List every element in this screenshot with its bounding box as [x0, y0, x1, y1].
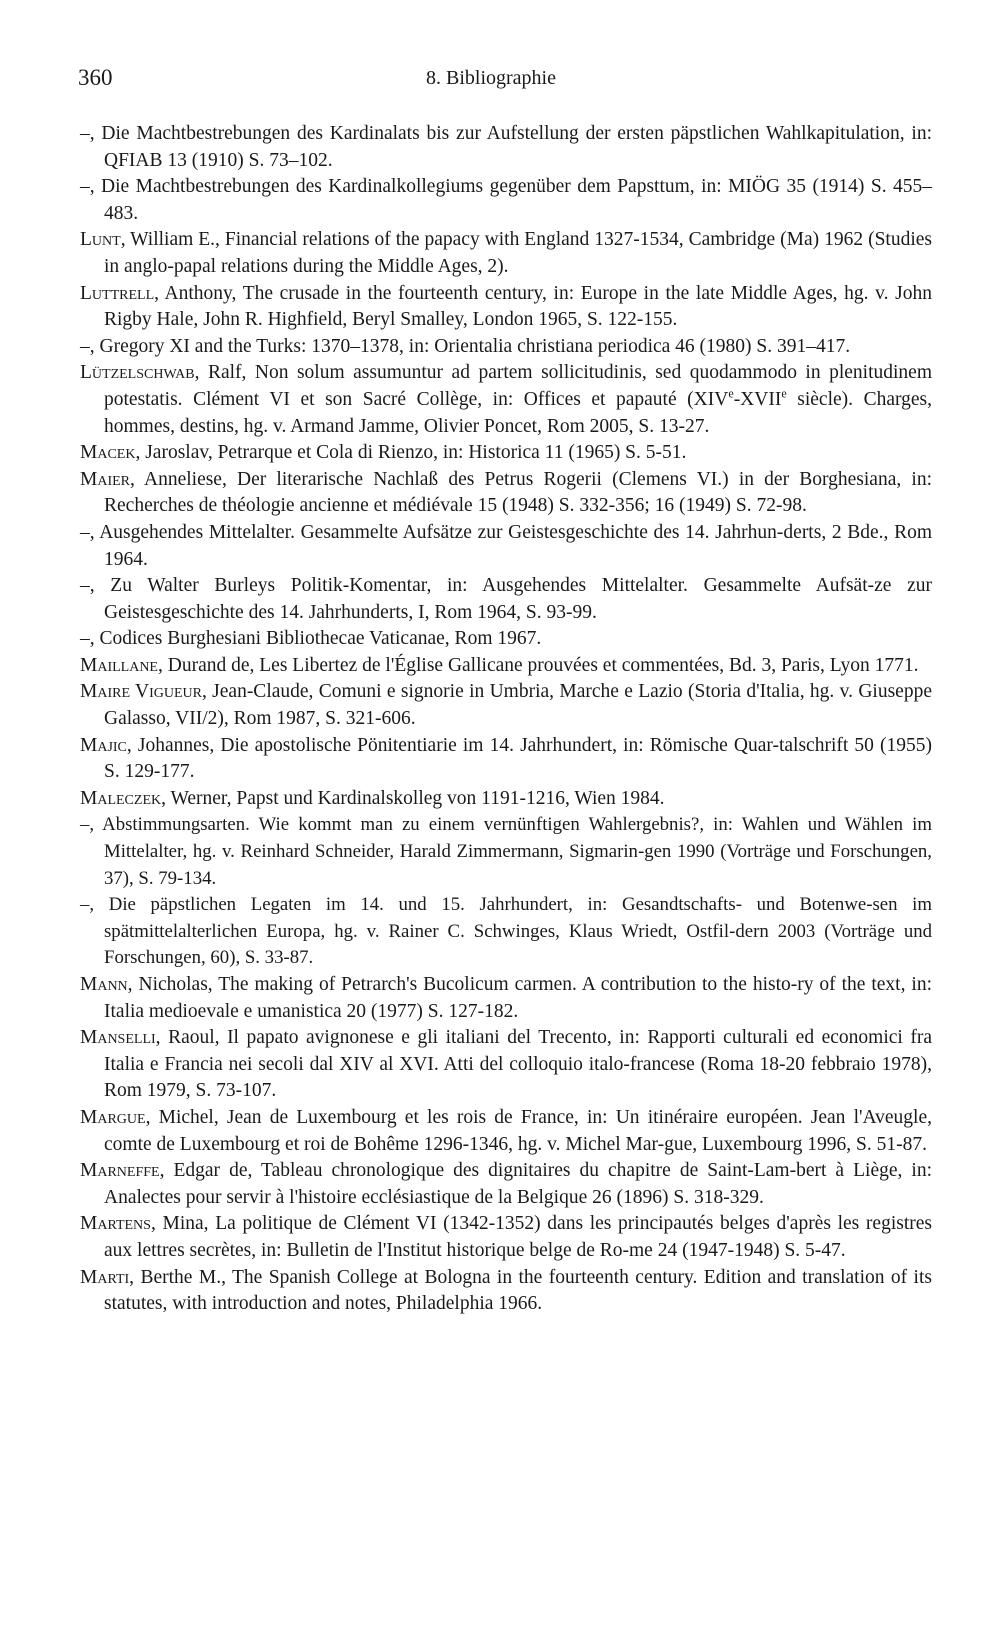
- entry-author: –: [80, 176, 90, 198]
- bibliography-entry: [80, 174, 932, 227]
- bibliography-entry: [80, 281, 932, 334]
- bibliography-entry: [80, 573, 932, 626]
- entry-text: , Jean-Claude, Comuni e signorie in Umbria, Marche e Lazio (Storia d'Italia, hg. v. Giuseppe Galasso, VII/2), Rom 1987, S. 321-606.: [104, 681, 932, 730]
- entry-author: Martens: [80, 1213, 151, 1235]
- entry-author: Lunt: [80, 229, 121, 251]
- entry-text: , Ralf, Non solum assumuntur ad partem sollicitudinis, sed quodammodo in plenitudinem potestatis. Clément VI et son Sacré Collège, in: Offices et papauté (XIV: [104, 362, 932, 410]
- entry-text: , Johannes, Die apostolische Pönitentiarie im 14. Jahrhundert, in: Römische Quar-talschrift 50 (1955) S. 129-177.: [104, 734, 932, 783]
- bibliography-entry: [80, 1158, 932, 1211]
- entry-text: -XVII: [733, 388, 782, 410]
- entry-text: , Die Machtbestrebungen des Kardinalkollegiums gegenüber dem Papsttum, in: MIÖG 35 (1914) S. 455–483.: [89, 176, 932, 224]
- bibliography-entry: [80, 1211, 932, 1264]
- entry-author: Maillane: [80, 654, 158, 676]
- running-head: 8. Bibliographie: [426, 67, 556, 89]
- bibliography-entry: [80, 520, 932, 573]
- entry-author: Macek: [80, 442, 136, 464]
- bibliography-entry: [80, 653, 932, 680]
- entry-text: , Mina, La politique de Clément VI (1342-1352) dans les principautés belges d'après les registres aux lettres secrètes, in: Bulletin de l'Institut historique belge de Ro-me 24 (1947-1948) S. 5-47.: [104, 1213, 932, 1261]
- entry-text: , Anthony, The crusade in the fourteenth century, in: Europe in the late Middle Ages, hg. v. John Rigby Hale, John R. Highfield, Beryl Smalley, London 1965, S. 122-155.: [104, 282, 932, 331]
- entry-author: Manselli: [80, 1027, 156, 1049]
- bibliography-entry: [80, 812, 932, 892]
- entry-author: Maier: [80, 468, 131, 490]
- bibliography-entry: [80, 1265, 932, 1318]
- entry-author: Maire Vigueur: [80, 681, 202, 703]
- entry-text: , Nicholas, The making of Petrarch's Bucolicum carmen. A contribution to the histo-ry of the text, in: Italia medioevale e umanistica 20 (1977) S. 127-182.: [104, 974, 932, 1022]
- entry-author: –: [80, 521, 90, 543]
- entry-author: Mann: [80, 974, 128, 995]
- entry-author: –: [80, 628, 90, 650]
- entry-text: , Codices Burghesiani Bibliothecae Vaticanae, Rom 1967.: [89, 628, 542, 650]
- entry-superscript: e: [728, 386, 734, 401]
- entry-text: , Ausgehendes Mittelalter. Gesammelte Aufsätze zur Geistesgeschichte des 14. Jahrhun-derts, 2 Bde., Rom 1964.: [89, 521, 932, 570]
- entry-text: , Durand de, Les Libertez de l'Église Gallicane prouvées et commentées, Bd. 3, Paris, Lyon 1771.: [158, 654, 919, 676]
- entry-text: , Gregory XI and the Turks: 1370–1378, in: Orientalia christiana periodica 46 (1980) S. 391–417.: [89, 335, 851, 357]
- entry-text: , Jaroslav, Petrarque et Cola di Rienzo, in: Historica 11 (1965) S. 5-51.: [135, 442, 687, 464]
- entry-text: , Die päpstlichen Legaten im 14. und 15. Jahrhundert, in: Gesandtschafts- und Botenwe-sen im spätmittelalterlichen Europa, hg. v. Rainer C. Schwinges, Klaus Wriedt, Ostfil-dern 2003 (Vorträge und Forschungen, 60), S. 33-87.: [89, 894, 932, 969]
- bibliography-entry: [80, 227, 932, 280]
- entry-author: –: [80, 814, 90, 836]
- entry-author: Luttrell: [80, 282, 155, 304]
- bibliography-entry: [80, 467, 932, 520]
- entry-text: , Zu Walter Burleys Politik-Komentar, in: Ausgehendes Mittelalter. Gesammelte Aufsät-ze zur Geistesgeschichte des 14. Jahrhunderts, I, Rom 1964, S. 93-99.: [89, 575, 932, 623]
- entry-text: siècle). Charges, hommes, destins, hg. v. Armand Jamme, Olivier Poncet, Rom 2005, S. 13-27.: [104, 388, 932, 437]
- bibliography-entry: [80, 1025, 932, 1105]
- bibliography-entry: [80, 972, 932, 1025]
- bibliography-list: [80, 121, 932, 1318]
- entry-author: –: [80, 894, 90, 916]
- entry-author: Lützelschwab: [80, 362, 195, 384]
- entry-author: Maleczek: [80, 787, 162, 809]
- page-number: 360: [78, 65, 113, 90]
- bibliography-entry: [80, 892, 932, 972]
- bibliography-entry: [80, 121, 932, 174]
- bibliography-entry: [80, 786, 932, 813]
- entry-text: , Die Machtbestrebungen des Kardinalats bis zur Aufstellung der ersten päpstlichen Wahlkapitulation, in: QFIAB 13 (1910) S. 73–102.: [89, 123, 932, 171]
- entry-text: , Anneliese, Der literarische Nachlaß des Petrus Rogerii (Clemens VI.) in der Borghesiana, in: Recherches de théologie ancienne et médiévale 15 (1948) S. 332-356; 16 (1949) S. 72-98.: [104, 468, 932, 517]
- entry-text: , Berthe M., The Spanish College at Bologna in the fourteenth century. Edition and translation of its statutes, with introduction and notes, Philadelphia 1966.: [104, 1266, 932, 1315]
- bibliography-entry: [80, 360, 932, 440]
- entry-author: –: [80, 575, 90, 597]
- bibliography-entry: [80, 679, 932, 732]
- bibliography-entry: [80, 334, 932, 361]
- entry-text: , Raoul, Il papato avignonese e gli italiani del Trecento, in: Rapporti culturali ed economici fra Italia e Francia nei secoli dal XIV al XVI. Atti del colloquio italo-francese (Roma 18-20 febbraio 1978), Rom 1979, S. 73-107.: [104, 1027, 932, 1102]
- bibliography-entry: [80, 733, 932, 786]
- entry-text: , Werner, Papst und Kardinalskolleg von 1191-1216, Wien 1984.: [161, 787, 665, 809]
- page-header: [78, 62, 938, 94]
- entry-superscript: e: [781, 386, 787, 401]
- entry-author: –: [80, 335, 90, 357]
- bibliography-entry: [80, 1105, 932, 1158]
- bibliography-entry: [80, 440, 932, 467]
- entry-author: Margue: [80, 1106, 146, 1128]
- entry-text: , Michel, Jean de Luxembourg et les rois de France, in: Un itinéraire européen. Jean l'Aveugle, comte de Luxembourg et roi de Bohême 1296-1346, hg. v. Michel Mar-gue, Luxembourg 1996, S. 51-87.: [104, 1106, 932, 1155]
- entry-text: , William E., Financial relations of the papacy with England 1327-1534, Cambridge (Ma) 1962 (Studies in anglo-papal relations during the Middle Ages, 2).: [104, 229, 932, 277]
- entry-author: Majic: [80, 734, 127, 756]
- bibliography-entry: [80, 626, 932, 653]
- entry-author: –: [80, 123, 90, 144]
- entry-author: Marneffe: [80, 1160, 160, 1182]
- entry-text: , Abstimmungsarten. Wie kommt man zu einem vernünftigen Wahlergebnis?, in: Wahlen und Wählen im Mittelalter, hg. v. Reinhard Schneider, Harald Zimmermann, Sigmarin-gen 1990 (Vorträge und Forschungen, 37), S. 79-134.: [89, 814, 932, 889]
- entry-text: , Edgar de, Tableau chronologique des dignitaires du chapitre de Saint-Lam-bert à Liège, in: Analectes pour servir à l'histoire ecclésiastique de la Belgique 26 (1896) S. 318-329.: [104, 1160, 932, 1208]
- entry-author: Marti: [80, 1266, 130, 1288]
